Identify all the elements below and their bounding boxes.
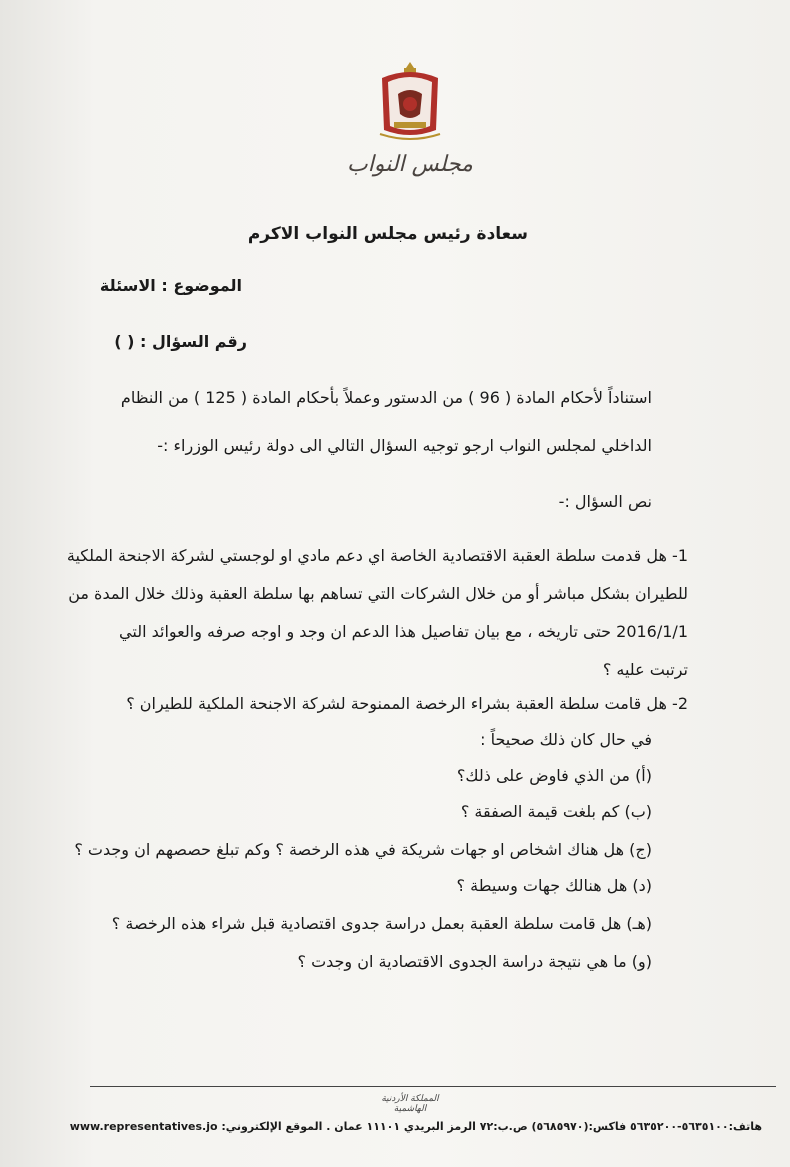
question-2-item: (و) ما هي نتيجة دراسة الجدوى الاقتصادية ان وجدت ؟ [297, 952, 652, 971]
question-heading: نص السؤال :- [558, 492, 652, 511]
parliament-logo-text: مجلس النواب [347, 152, 473, 177]
question-2-item: (ج) هل هناك اشخاص او جهات شريكة في هذه الرخصة ؟ وكم تبلغ حصصهم ان وجدت ؟ [74, 840, 652, 859]
question-2-condition: في حال كان ذلك صحيحاً : [480, 730, 652, 749]
addressee: سعادة رئيس مجلس النواب الاكرم [247, 224, 528, 244]
question-2-item: (د) هل هنالك جهات وسيطة ؟ [456, 876, 652, 895]
question-2-item: (ب) كم بلغت قيمة الصفقة ؟ [460, 802, 652, 821]
question-1-line: ترتبت عليه ؟ [602, 660, 688, 679]
question-2-item: (أ) من الذي فاوض على ذلك؟ [456, 766, 652, 785]
footer-divider [90, 1086, 776, 1087]
question-1-line: للطيران بشكل مباشر أو من خلال الشركات التي تساهم بها سلطة العقبة وذلك خلال المدة من [68, 584, 688, 603]
footer-logo-text: المملكة الأردنية الهاشمية [381, 1094, 439, 1114]
footer-contact-info: هاتف:٥٦٣٥١٠٠-٥٦٣٥٢٠٠ فاكس:(٥٦٨٥٩٧٠) ص.ب:٧٢ الرمز البريدي ١١١٠١ عمان . الموقع الإلكتروني: www.representatives.jo [69, 1120, 762, 1133]
intro-line: الداخلي لمجلس النواب ارجو توجيه السؤال التالي الى دولة رئيس الوزراء :- [157, 436, 652, 455]
question-2-item: (هـ) هل قامت سلطة العقبة بعمل دراسة جدوى اقتصادية قبل شراء هذه الرخصة ؟ [111, 914, 652, 933]
question-1-line: 2016/1/1 حتى تاريخه ، مع بيان تفاصيل هذا الدعم ان وجد و اوجه صرفه والعوائد التي [119, 622, 688, 641]
question-1-line: 1- هل قدمت سلطة العقبة الاقتصادية الخاصة اي دعم مادي او لوجستي لشركة الاجنحة الملكية [66, 546, 688, 565]
question-2-text: 2- هل قامت سلطة العقبة بشراء الرخصة الممنوحة لشركة الاجنحة الملكية للطيران ؟ [126, 694, 688, 713]
question-number-line: رقم السؤال : ( ) [114, 332, 247, 351]
subject-line: الموضوع : الاسئلة [99, 276, 242, 295]
intro-line: استناداً لأحكام المادة ( 96 ) من الدستور وعملاً بأحكام المادة ( 125 ) من النظام [120, 388, 652, 407]
jordan-coat-of-arms-icon [374, 60, 446, 142]
